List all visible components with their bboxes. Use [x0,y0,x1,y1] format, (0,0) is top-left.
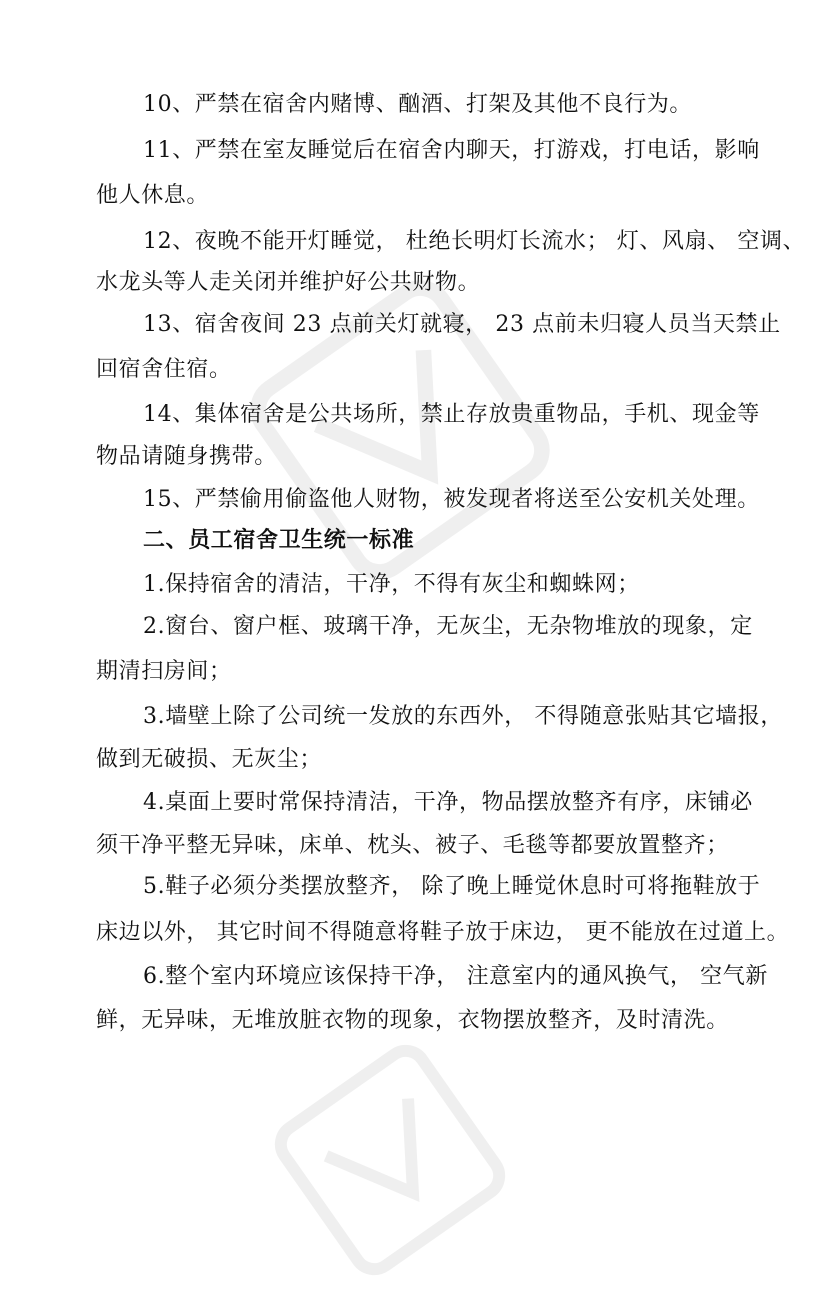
hygiene-3-line-1: 3.墙壁上除了公司统一发放的东西外， 不得随意张贴其它墙报， [143,704,783,729]
rule-10-line-1: 10、严禁在宿舍内赌博、酗酒、打架及其他不良行为。 [143,92,692,117]
hygiene-5-line-2: 床边以外， 其它时间不得随意将鞋子放于床边， 更不能放在过道上。 [96,920,790,945]
rule-14-line-1: 14、集体宿舍是公共场所，禁止存放贵重物品，手机、现金等 [143,402,760,427]
hygiene-2-line-2: 期清扫房间； [96,659,232,684]
hygiene-2-line-1: 2.窗台、窗户框、玻璃干净，无灰尘，无杂物堆放的现象，定 [143,614,753,639]
rule-15-line-1: 15、严禁偷用偷盗他人财物，被发现者将送至公安机关处理。 [143,487,760,512]
hygiene-6-line-1: 6.整个室内环境应该保持干净， 注意室内的通风换气， 空气新 [143,964,768,989]
hygiene-1-line-1: 1.保持宿舍的清洁，干净，不得有灰尘和蜘蛛网； [143,572,640,597]
hygiene-6-line-2: 鲜，无异味，无堆放脏衣物的现象，衣物摆放整齐，及时清洗。 [96,1008,729,1033]
rule-11-line-2: 他人休息。 [96,183,210,208]
hygiene-5-line-1: 5.鞋子必须分类摆放整齐， 除了晚上睡觉休息时可将拖鞋放于 [143,874,761,899]
rule-12-line-2: 水龙头等人走关闭并维护好公共财物。 [96,270,481,295]
rule-12-line-1: 12、夜晚不能开灯睡觉， 杜绝长明灯长流水； 灯、风扇、 空调、 [143,229,806,254]
rule-11-line-1: 11、严禁在室友睡觉后在宿舍内聊天，打游戏，打电话，影响 [143,138,760,163]
hygiene-4-line-1: 4.桌面上要时常保持清洁，干净，物品摆放整齐有序，床铺必 [143,790,753,815]
rule-14-line-2: 物品请随身携带。 [96,444,277,469]
hygiene-4-line-2: 须干净平整无异味，床单、枕头、被子、毛毯等都要放置整齐； [96,833,729,858]
rule-13-line-1: 13、宿舍夜间 23 点前关灯就寝， 23 点前未归寝人员当天禁止 [143,312,781,337]
hygiene-3-line-2: 做到无破损、无灰尘； [96,747,323,772]
rule-13-line-2: 回宿舍住宿。 [96,357,232,382]
section-heading: 二、员工宿舍卫生统一标准 [143,527,415,553]
